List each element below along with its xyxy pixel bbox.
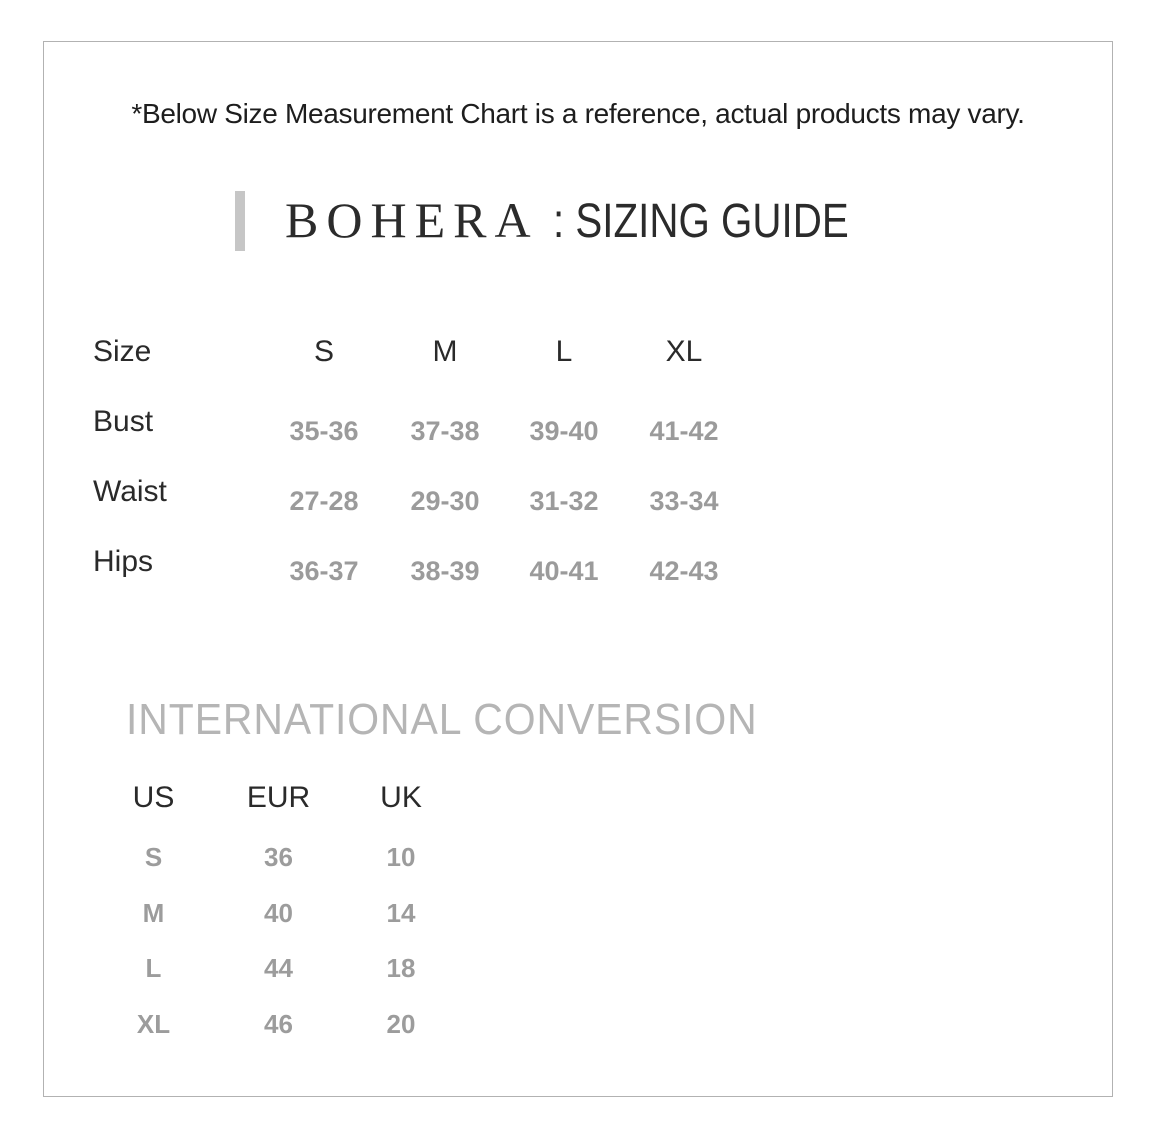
hips-value-s: 36-37 xyxy=(289,556,359,586)
bust-value-l: 39-40 xyxy=(529,416,599,446)
hips-value-l: 40-41 xyxy=(529,556,599,586)
bust-value-s: 35-36 xyxy=(289,416,359,446)
brand-name: BOHERA xyxy=(285,192,539,248)
size-column-header-s: S xyxy=(313,335,334,368)
size-column-header-l: L xyxy=(555,335,573,368)
waist-value-s: 27-28 xyxy=(289,486,359,516)
row-label-hips: Hips xyxy=(93,545,154,578)
conversion-us-m: M xyxy=(142,897,165,928)
conversion-column-header-eur: EUR xyxy=(246,781,311,814)
size-chart-corner-header: Size xyxy=(93,335,152,368)
waist-value-xl: 33-34 xyxy=(649,486,719,516)
conversion-eur-l: 44 xyxy=(264,953,293,983)
page-title-suffix: : SIZING GUIDE xyxy=(552,195,849,248)
conversion-uk-m: 14 xyxy=(386,897,416,928)
size-measurement-table xyxy=(93,336,745,616)
page-title xyxy=(285,192,905,248)
conversion-uk-l: 18 xyxy=(386,953,416,983)
conversion-eur-s: 36 xyxy=(264,842,293,872)
waist-value-l: 31-32 xyxy=(529,486,599,516)
size-column-header-xl: XL xyxy=(665,335,703,368)
conversion-eur-m: 40 xyxy=(264,897,293,928)
title-accent-bar xyxy=(235,191,245,251)
conversion-us-s: S xyxy=(144,842,163,872)
conversion-us-xl: XL xyxy=(136,1008,171,1039)
row-label-bust: Bust xyxy=(93,405,154,438)
conversion-column-header-uk: UK xyxy=(380,781,422,814)
disclaimer-text: *Below Size Measurement Chart is a reference, actual products may vary. xyxy=(131,98,1025,129)
conversion-eur-xl: 46 xyxy=(264,1008,293,1039)
hips-value-xl: 42-43 xyxy=(649,556,719,586)
waist-value-m: 29-30 xyxy=(410,486,480,516)
conversion-uk-xl: 20 xyxy=(386,1008,416,1039)
conversion-uk-s: 10 xyxy=(386,842,416,872)
conversion-us-l: L xyxy=(145,953,162,983)
bust-value-xl: 41-42 xyxy=(649,416,719,446)
international-conversion-heading: INTERNATIONAL CONVERSION xyxy=(126,695,758,744)
size-column-header-m: M xyxy=(432,335,458,368)
bust-value-m: 37-38 xyxy=(410,416,480,446)
international-conversion-table xyxy=(96,782,456,1066)
conversion-column-header-us: US xyxy=(132,781,175,814)
row-label-waist: Waist xyxy=(93,475,167,508)
hips-value-m: 38-39 xyxy=(410,556,480,586)
